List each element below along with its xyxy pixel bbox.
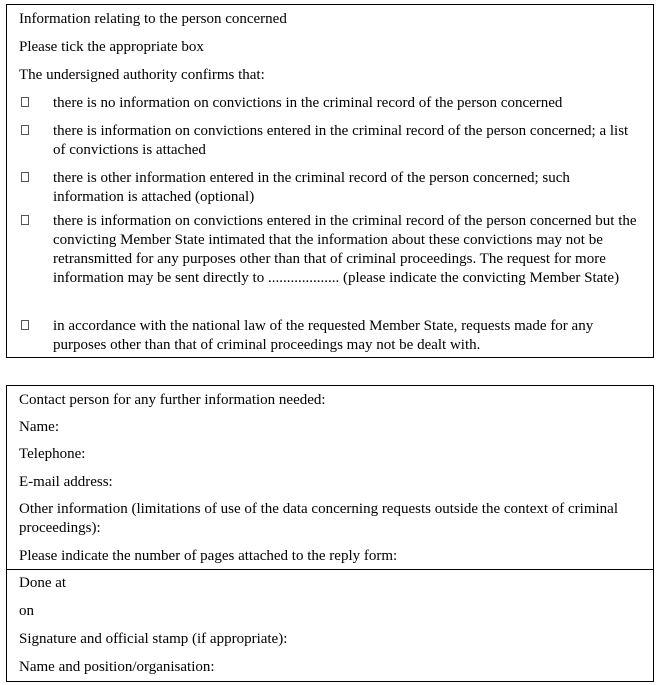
checkbox[interactable] [21, 320, 29, 330]
checkbox[interactable] [21, 97, 29, 107]
done-at-label: Done at [19, 575, 67, 591]
checkbox[interactable] [21, 172, 29, 182]
instruction-text: Please tick the appropriate box [19, 39, 204, 55]
section-divider [7, 569, 653, 570]
date-on-label: on [19, 603, 34, 619]
other-information-label: Other information (limitations of use of the data concerning requests outside the context of criminal proceedings): [19, 501, 618, 536]
option-label: in accordance with the national law of the requested Member State, requests made for any purposes other than that of criminal proceedings may not be dealt with. [53, 318, 594, 353]
telephone-field-label: Telephone: [19, 446, 86, 462]
position-label: Name and position/organisation: [19, 659, 215, 675]
option-label: there is information on convictions entered in the criminal record of the person concerned but the convicting Member State intimated that the information about these convictions may not be retransmitted for any purposes other than that of criminal proceedings. The request for more information may be sent directly to ................... (please indicate the convicting Member State) [53, 213, 637, 286]
name-field-label: Name: [19, 419, 59, 435]
confirm-text: The undersigned authority confirms that: [19, 67, 265, 83]
criminal-record-info-box [6, 4, 654, 358]
email-field-label: E-mail address: [19, 474, 113, 490]
contact-details-box [6, 385, 654, 682]
pages-attached-label: Please indicate the number of pages attached to the reply form: [19, 548, 398, 564]
option-label: there is other information entered in the criminal record of the person concerned; such information is attached (optional) [53, 170, 570, 205]
checkbox[interactable] [21, 125, 29, 135]
option-label: there is information on convictions entered in the criminal record of the person concerned; a list of convictions is attached [53, 123, 629, 158]
section-heading: Information relating to the person concerned [19, 11, 287, 27]
checkbox[interactable] [21, 215, 29, 225]
signature-label: Signature and official stamp (if appropriate): [19, 631, 288, 647]
option-label: there is no information on convictions in the criminal record of the person concerned [53, 95, 563, 111]
contact-heading: Contact person for any further information needed: [19, 392, 326, 408]
